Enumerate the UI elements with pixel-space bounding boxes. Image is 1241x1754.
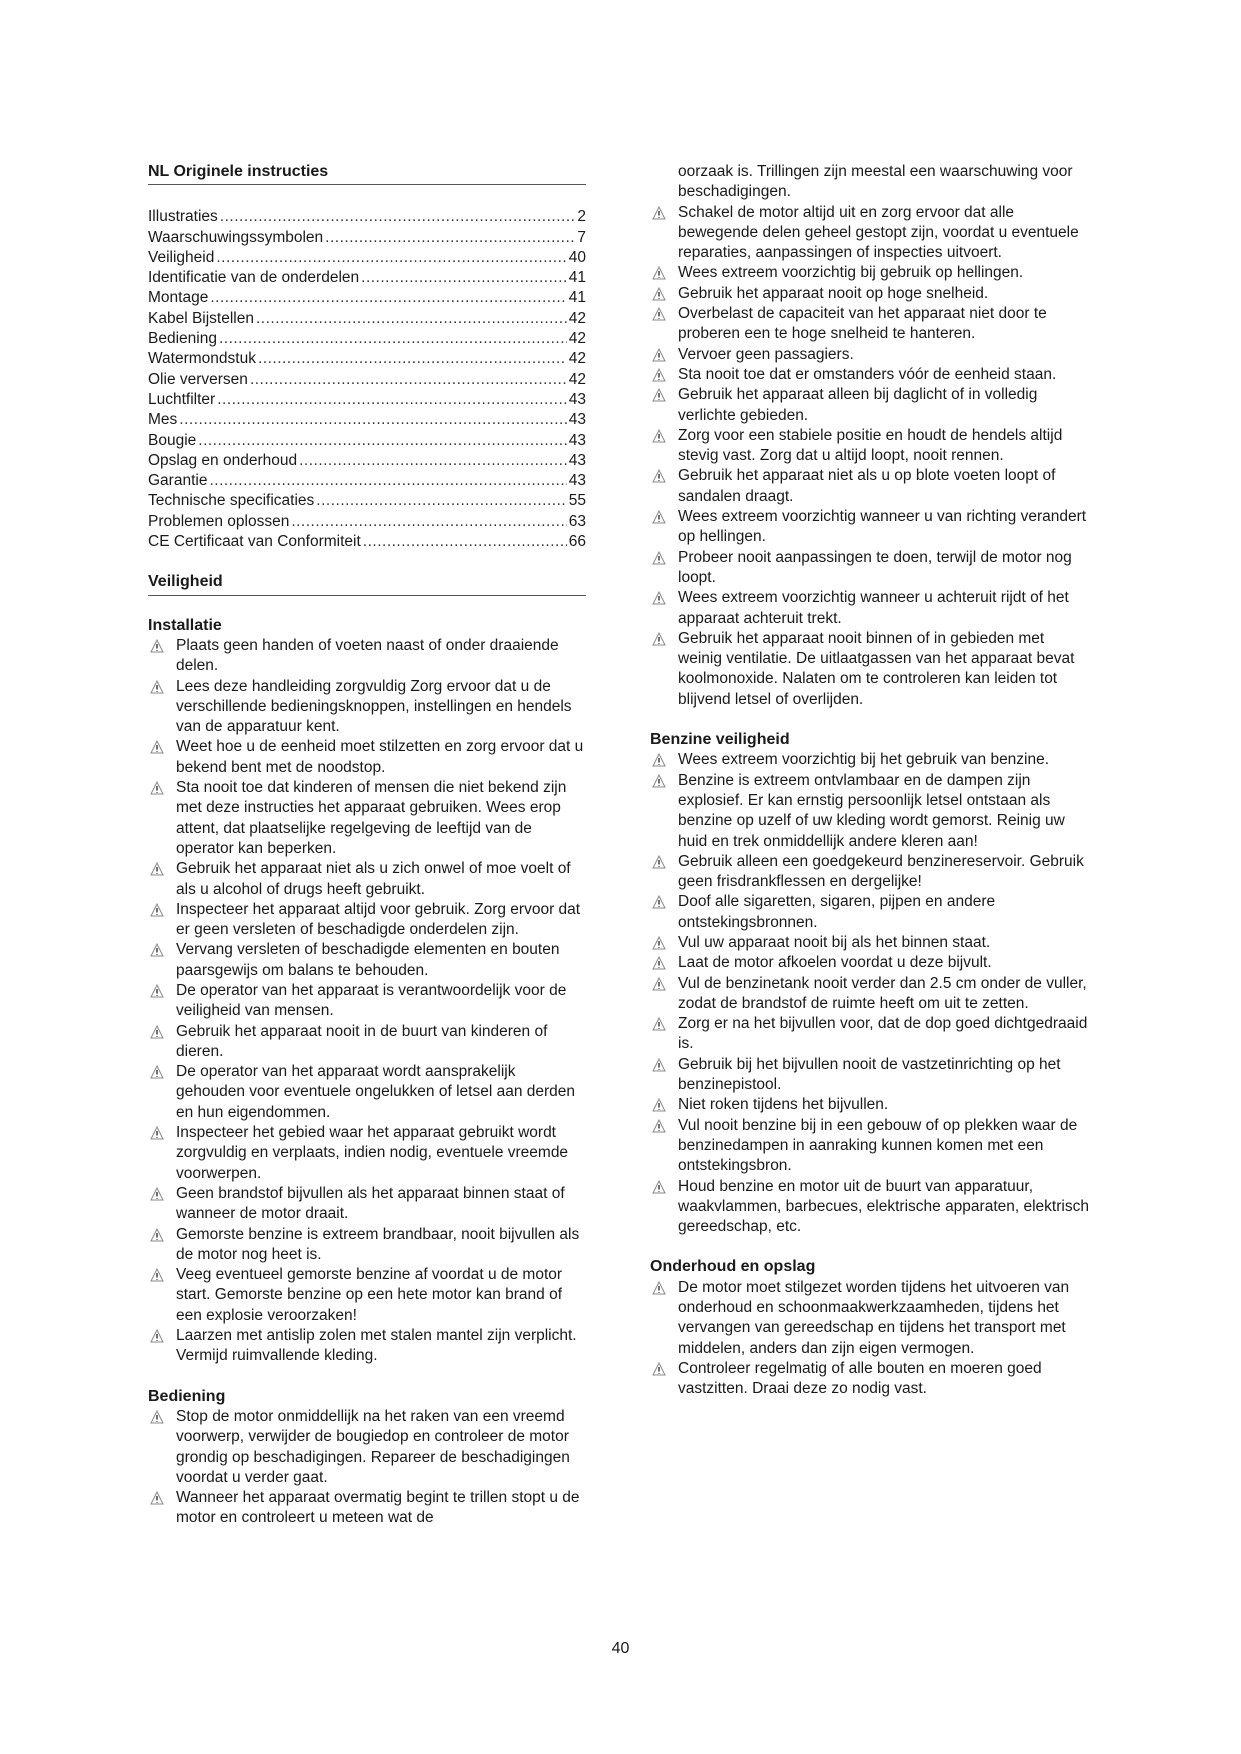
list-item [148, 981, 586, 1022]
list-item [650, 933, 1090, 953]
warning-triangle-icon [150, 1228, 164, 1242]
warning-triangle-icon [652, 1017, 666, 1031]
warning-triangle-icon [150, 1410, 164, 1424]
list-item [650, 284, 1090, 304]
list-item [650, 750, 1090, 770]
warning-triangle-icon [150, 1268, 164, 1282]
list-item [650, 1095, 1090, 1115]
toc-page: 43 [568, 431, 586, 449]
toc-row [148, 431, 586, 451]
toc-label: Luchtfilter [148, 390, 216, 408]
list-item-text: Wees extreem voorzichtig wanneer u achteruit rijdt of het apparaat achteruit trekt. [678, 589, 1069, 627]
list-item-text: Plaats geen handen of voeten naast of onder draaiende delen. [176, 636, 559, 675]
warning-triangle-icon [150, 740, 164, 754]
list-item [650, 263, 1090, 283]
warning-triangle-icon [150, 862, 164, 876]
list-item-text: Gebruik het apparaat niet als u zich onwel of moe voelt of als u alcohol of drugs heeft gebruikt. [176, 860, 571, 898]
list-item-text: Doof alle sigaretten, sigaren, pijpen en andere ontstekingsbronnen. [678, 893, 996, 931]
list-item [650, 548, 1090, 589]
list-item-text: Zorg er na het bijvullen voor, dat de dop goed dichtgedraaid is. [678, 1015, 1088, 1053]
toc-row [148, 268, 586, 288]
benzine-title: Benzine veiligheid [650, 731, 790, 749]
list-item [148, 1022, 586, 1063]
warning-triangle-icon [652, 1098, 666, 1112]
list-item [148, 859, 586, 900]
toc-row [148, 248, 586, 268]
toc-page: 43 [568, 472, 586, 490]
warning-triangle-icon [150, 1065, 164, 1079]
list-item [650, 588, 1090, 629]
toc-row [148, 288, 586, 308]
toc-page: 55 [568, 492, 586, 510]
warning-triangle-icon [652, 936, 666, 950]
toc-leader [216, 248, 566, 268]
toc-row [148, 451, 586, 471]
list-item [650, 771, 1090, 852]
list-item [148, 778, 586, 859]
list-item-text: Controleer regelmatig of alle bouten en moeren goed vastzitten. Draai deze zo nodig vast. [678, 1359, 1042, 1398]
toc-label: Veiligheid [148, 248, 215, 266]
list-item [650, 1014, 1090, 1055]
warning-triangle-icon [652, 591, 666, 605]
table-of-contents [148, 207, 586, 552]
toc-row [148, 370, 586, 390]
list-item-text: Wees extreem voorzichtig bij gebruik op hellingen. [678, 264, 1024, 282]
toc-leader [219, 329, 567, 349]
toc-label: Montage [148, 289, 209, 307]
toc-page: 43 [568, 451, 586, 469]
list-item [650, 507, 1090, 548]
onderhoud-list [650, 1278, 1090, 1400]
toc-label: Waarschuwingssymbolen [148, 228, 324, 246]
toc-label: Problemen oplossen [148, 512, 290, 530]
toc-leader [179, 410, 566, 430]
list-item-text: Laarzen met antislip zolen met stalen mantel zijn verplicht. Vermijd ruimvallende kleding. [176, 1327, 577, 1365]
list-item-text: Wanneer het apparaat overmatig begint te trillen stopt u de motor en controleert u meteen wat de [176, 1489, 580, 1527]
list-item [650, 1278, 1090, 1359]
warning-triangle-icon [652, 551, 666, 565]
list-item-text: Gebruik alleen een goedgekeurd benzinereservoir. Gebruik geen frisdrankflessen en dergelijke! [678, 852, 1084, 891]
warning-triangle-icon [652, 307, 666, 321]
toc-row [148, 228, 586, 248]
toc-leader [210, 288, 566, 308]
warning-triangle-icon [150, 1187, 164, 1201]
list-item [148, 940, 586, 981]
warning-triangle-icon [652, 388, 666, 402]
list-item-text: Sta nooit toe dat kinderen of mensen die niet bekend zijn met deze instructies het apparaat gebruiken. Wees erop attent, dat plaatselijke regelgeving de leeftijd van de operator kan beperken. [176, 779, 567, 857]
warning-triangle-icon [150, 984, 164, 998]
warning-triangle-icon [652, 429, 666, 443]
bediening-list [148, 1407, 586, 1529]
list-item [650, 1116, 1090, 1177]
toc-leader [209, 471, 566, 491]
list-item [650, 345, 1090, 365]
toc-leader [250, 370, 567, 390]
warning-triangle-icon [652, 632, 666, 646]
list-item [650, 203, 1090, 264]
warning-triangle-icon [150, 1126, 164, 1140]
benzine-list [650, 750, 1090, 1237]
list-item-text: Gebruik het apparaat niet als u op blote voeten loopt of sandalen draagt. [678, 467, 1056, 505]
warning-triangle-icon [652, 774, 666, 788]
list-item [650, 385, 1090, 426]
list-item-text: Wees extreem voorzichtig bij het gebruik van benzine. [678, 751, 1050, 769]
toc-label: Mes [148, 411, 178, 429]
toc-row [148, 512, 586, 532]
list-item-text: Wees extreem voorzichtig wanneer u van richting verandert op hellingen. [678, 508, 1087, 546]
toc-row [148, 349, 586, 369]
warning-triangle-icon [150, 1025, 164, 1039]
warning-triangle-icon [150, 903, 164, 917]
list-item-text: Gebruik het apparaat nooit in de buurt van kinderen of dieren. [176, 1022, 548, 1060]
list-item-text: De motor moet stilgezet worden tijdens het uitvoeren van onderhoud en schoonmaakwerkzaamheden, tijdens het vervangen van gereedschap en tijdens het transport met middelen, anders dan zijn eigen vermogen. [678, 1278, 1070, 1357]
toc-leader [256, 309, 567, 329]
toc-page: 42 [568, 350, 586, 368]
list-item [650, 974, 1090, 1015]
warning-triangle-icon [652, 287, 666, 301]
toc-page: 41 [568, 289, 586, 307]
list-item-text: De operator van het apparaat wordt aansprakelijk gehouden voor eventuele ongelukken of letsel aan derden en hun eigendommen. [176, 1063, 576, 1121]
list-item-text: Zorg voor een stabiele positie en houdt de hendels altijd stevig vast. Zorg dat u altijd loopt, nooit rennen. [678, 426, 1063, 465]
list-item-text: Inspecteer het apparaat altijd voor gebruik. Zorg ervoor dat er geen versleten of beschadigde onderdelen zijn. [176, 900, 581, 939]
list-item [650, 466, 1090, 507]
list-item [148, 1265, 586, 1326]
list-item-text: Vervoer geen passagiers. [678, 345, 854, 363]
toc-page: 42 [568, 309, 586, 327]
list-item [650, 426, 1090, 467]
warning-triangle-icon [652, 1362, 666, 1376]
warning-triangle-icon [652, 1119, 666, 1133]
toc-leader [325, 228, 575, 248]
toc-row [148, 309, 586, 329]
page-heading: NL Originele instructies [148, 162, 586, 185]
toc-label: Watermondstuk [148, 350, 256, 368]
list-item [650, 629, 1090, 710]
list-item [148, 1407, 586, 1488]
list-item-text: Probeer nooit aanpassingen te doen, terwijl de motor nog loopt. [678, 548, 1072, 586]
toc-page: 42 [568, 370, 586, 388]
list-item-text: Gebruik bij het bijvullen nooit de vastzetinrichting op het benzinepistool. [678, 1055, 1061, 1094]
list-item-text: Vervang versleten of beschadigde elementen en bouten paarsgewijs om balans te behouden. [176, 941, 560, 979]
toc-row [148, 491, 586, 511]
warning-triangle-icon [652, 753, 666, 767]
toc-row [148, 329, 586, 349]
installatie-title: Installatie [148, 616, 222, 634]
toc-leader [198, 431, 566, 451]
toc-label: Illustraties [148, 208, 218, 226]
continuation-text: oorzaak is. Trillingen zijn meestal een waarschuwing voor beschadigingen. [678, 163, 1073, 201]
list-item-text: Niet roken tijdens het bijvullen. [678, 1096, 889, 1114]
list-item-text: Stop de motor onmiddellijk na het raken van een vreemd voorwerp, verwijder de bougiedop en controleer de motor grondig op beschadigingen. Repareer de beschadigingen voordat u verder gaat. [176, 1407, 570, 1486]
list-item-text: Gebruik het apparaat nooit op hoge snelheid. [678, 284, 989, 302]
list-item-text: Overbelast de capaciteit van het apparaat niet door te proberen een te hoge snelheid te hanteren. [678, 305, 1047, 343]
list-item-text: Geen brandstof bijvullen als het apparaat binnen staat of wanneer de motor draait. [176, 1184, 565, 1223]
installatie-list [148, 636, 586, 1367]
bediening-title: Bediening [148, 1387, 226, 1405]
warning-triangle-icon [150, 680, 164, 694]
warning-triangle-icon [150, 781, 164, 795]
warning-triangle-icon [652, 368, 666, 382]
warning-triangle-icon [150, 1329, 164, 1343]
list-item-text: Vul nooit benzine bij in een gebouw of op plekken waar de benzinedampen in aanraking kunnen komen met een ontstekingsbron. [678, 1116, 1078, 1175]
warning-triangle-icon [652, 956, 666, 970]
toc-page: 63 [568, 512, 586, 530]
toc-page: 7 [577, 228, 586, 246]
toc-row [148, 207, 586, 227]
toc-label: Opslag en onderhoud [148, 451, 298, 469]
warning-triangle-icon [652, 977, 666, 991]
toc-leader [217, 390, 567, 410]
warning-triangle-icon [652, 469, 666, 483]
list-item [650, 365, 1090, 385]
toc-label: CE Certificaat van Conformiteit [148, 533, 361, 551]
safety-heading: Veiligheid [148, 572, 586, 595]
warning-triangle-icon [652, 1180, 666, 1194]
toc-leader [220, 207, 576, 227]
list-item-text: Lees deze handleiding zorgvuldig Zorg ervoor dat u de verschillende bedieningsknoppen, instellingen en hendels van de apparatuur kent. [176, 677, 572, 736]
toc-label: Bediening [148, 330, 217, 348]
list-item-text: Gemorste benzine is extreem brandbaar, nooit bijvullen als de motor nog heet is. [176, 1225, 580, 1263]
list-item-text: Veeg eventueel gemorste benzine af voordat u de motor start. Gemorste benzine op een hete motor kan brand of een explosie veroorzaken! [176, 1266, 563, 1324]
warning-triangle-icon [652, 510, 666, 524]
list-item [148, 1488, 586, 1529]
toc-label: Technische specificaties [148, 492, 315, 510]
toc-row [148, 390, 586, 410]
toc-page: 41 [568, 269, 586, 287]
warning-triangle-icon [652, 348, 666, 362]
toc-label: Identificatie van de onderdelen [148, 269, 360, 287]
list-item-text: Sta nooit toe dat er omstanders vóór de eenheid staan. [678, 365, 1057, 383]
onderhoud-title: Onderhoud en opslag [650, 1258, 816, 1276]
toc-leader [258, 349, 567, 369]
list-item [650, 852, 1090, 893]
toc-page: 66 [568, 533, 586, 551]
warning-triangle-icon [150, 943, 164, 957]
list-item [650, 1177, 1090, 1238]
list-item-text: De operator van het apparaat is verantwoordelijk voor de veiligheid van mensen. [176, 981, 567, 1020]
list-item [650, 304, 1090, 345]
toc-row [148, 410, 586, 430]
right-column [650, 162, 1090, 1400]
toc-label: Olie verversen [148, 370, 248, 388]
list-item [148, 900, 586, 941]
list-item [650, 892, 1090, 933]
list-item [650, 953, 1090, 973]
warning-triangle-icon [150, 1491, 164, 1505]
toc-label: Garantie [148, 472, 208, 490]
list-item-text: Gebruik het apparaat nooit binnen of in gebieden met weinig ventilatie. De uitlaatgassen van het apparaat bevat koolmonoxide. Nalaten om te controleren kan leiden tot blijvend letsel of overlijden. [678, 629, 1075, 708]
warning-triangle-icon [652, 855, 666, 869]
toc-leader [361, 268, 567, 288]
list-item-text: Houd benzine en motor uit de buurt van apparatuur, waakvlammen, barbecues, elektrische apparaten, elektrisch gereedschap, etc. [678, 1177, 1089, 1236]
toc-label: Bougie [148, 431, 197, 449]
toc-leader [299, 451, 567, 471]
list-item-text: Inspecteer het gebied waar het apparaat gebruikt wordt zorgvuldig en verplaats, indien nodig, eventuele vreemde voorwerpen. [176, 1124, 569, 1182]
toc-page: 2 [577, 208, 586, 226]
list-item [148, 1326, 586, 1367]
warning-triangle-icon [652, 895, 666, 909]
toc-leader [363, 532, 567, 552]
page-number: 40 [611, 1640, 630, 1657]
toc-page: 43 [568, 411, 586, 429]
list-item-text: Laat de motor afkoelen voordat u deze bijvult. [678, 954, 992, 972]
list-item [148, 737, 586, 778]
toc-row [148, 471, 586, 491]
list-item [148, 1184, 586, 1225]
toc-page: 40 [568, 248, 586, 266]
list-item [148, 677, 586, 738]
list-item [650, 162, 1090, 203]
list-item [650, 1359, 1090, 1400]
warning-triangle-icon [652, 266, 666, 280]
toc-page: 43 [568, 390, 586, 408]
list-item [650, 1055, 1090, 1096]
warning-triangle-icon [652, 206, 666, 220]
list-item [148, 636, 586, 677]
list-item [148, 1062, 586, 1123]
toc-leader [291, 512, 566, 532]
toc-page: 42 [568, 330, 586, 348]
list-item-text: Vul de benzinetank nooit verder dan 2.5 cm onder de vuller, zodat de brandstof de ruimte heeft om uit te zetten. [678, 974, 1087, 1012]
toc-row [148, 532, 586, 552]
bediening-continued-list [650, 203, 1090, 710]
warning-triangle-icon [652, 1281, 666, 1295]
list-item-text: Benzine is extreem ontvlambaar en de dampen zijn explosief. Er kan ernstig persoonlijk letsel ontstaan als benzine op uzelf of uw kleding wordt gemorst. Reinig uw huid en trek onmiddellijk andere kleren aan! [678, 771, 1065, 850]
list-item-text: Vul uw apparaat nooit bij als het binnen staat. [678, 933, 991, 951]
warning-triangle-icon [652, 1058, 666, 1072]
warning-triangle-icon [150, 639, 164, 653]
left-column [148, 162, 586, 1529]
list-item [148, 1225, 586, 1266]
list-item-text: Weet hoe u de eenheid moet stilzetten en zorg ervoor dat u bekend bent met de noodstop. [176, 738, 584, 776]
list-item-text: Gebruik het apparaat alleen bij daglicht of in volledig verlichte gebieden. [678, 386, 1038, 424]
list-item [148, 1123, 586, 1184]
list-item-text: Schakel de motor altijd uit en zorg ervoor dat alle bewegende delen geheel gestopt zijn, voordat u eventuele reparaties, aanpassingen of inspecties uitvoert. [678, 203, 1079, 262]
toc-leader [316, 491, 566, 511]
toc-label: Kabel Bijstellen [148, 309, 254, 327]
